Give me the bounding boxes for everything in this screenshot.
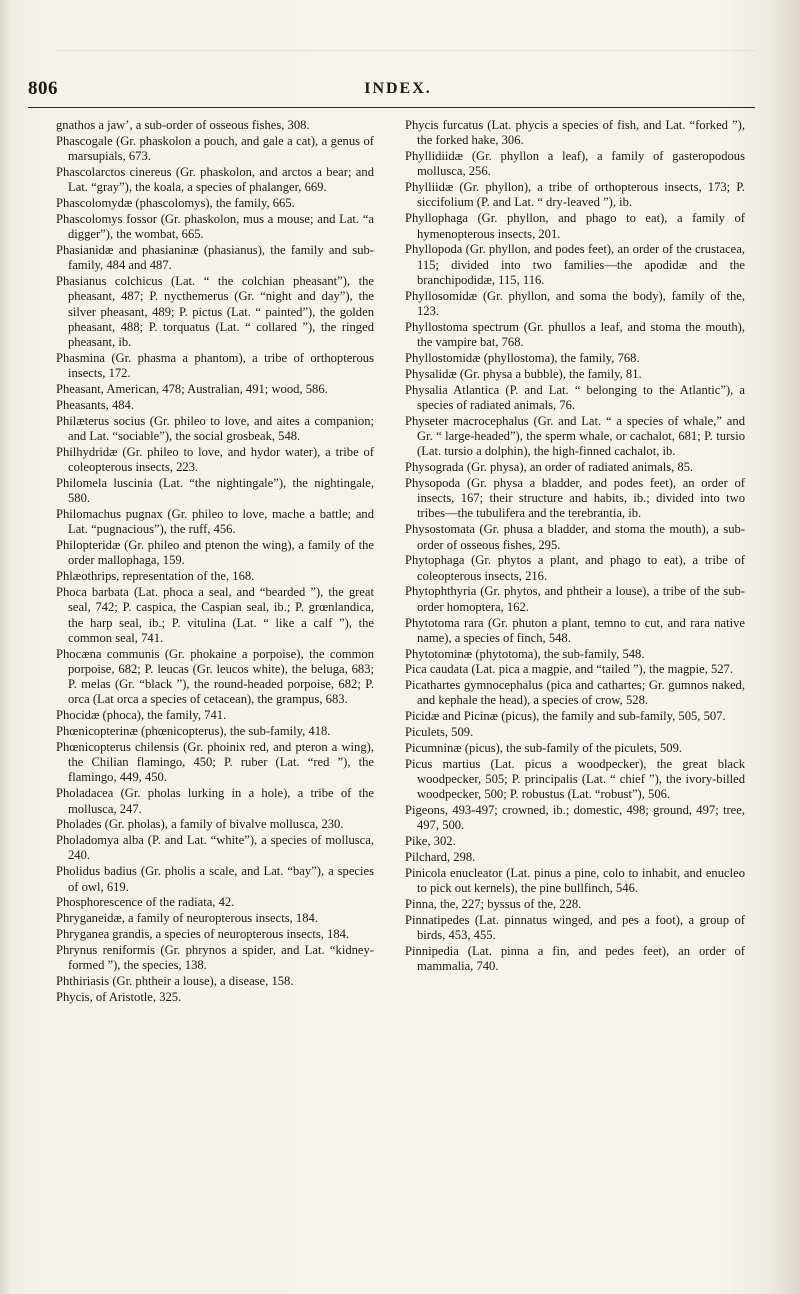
index-entry: Pholidus badius (Gr. pholis a scale, and Lat. “bay”), a species of owl, 619. — [56, 864, 374, 894]
index-entry: Phocidæ (phoca), the family, 741. — [56, 708, 227, 723]
index-entry: Phyllophaga (Gr. phyllon, and phago to eat), a family of hymenopterous insects, 201. — [405, 211, 745, 241]
index-entry: Pholadomya alba (P. and Lat. “white”), a species of mollusca, 240. — [56, 833, 374, 863]
index-entry: Philopteridæ (Gr. phileo and ptenon the wing), a family of the order mallophaga, 159. — [56, 538, 374, 568]
index-entry: Philhydridæ (Gr. phileo to love, and hydor water), a tribe of coleopterous insects, 223. — [56, 444, 374, 475]
index-entry: Piculets, 509. — [405, 725, 474, 740]
index-entry: Phthiriasis (Gr. phtheir a louse), a disease, 158. — [56, 973, 294, 988]
index-entry: Phosphorescence of the radiata, 42. — [56, 895, 235, 910]
index-entry: gnathos a jaw’, a sub-order of osseous fishes, 308. — [56, 118, 310, 132]
page-stain-line — [56, 50, 756, 51]
index-entry: Phœnicopterinæ (phœnicopterus), the sub-family, 418. — [56, 724, 331, 739]
index-entry: Pica caudata (Lat. pica a magpie, and “tailed ”), the magpie, 527. — [405, 662, 733, 677]
index-entry: Phoca barbata (Lat. phoca a seal, and “bearded ”), the great seal, 742; P. caspica, the Caspian seal, ib.; P. grœnlandica, the harp seal, ib.; P. vitulina (Lat. “ like a calf ”), the common seal, 741. — [56, 584, 374, 645]
index-entry: Pinna, the, 227; byssus of the, 228. — [405, 896, 582, 911]
index-entry: Pholades (Gr. pholas), a family of bivalve mollusca, 230. — [56, 817, 344, 832]
index-entry: Physeter macrocephalus (Gr. and Lat. “ a species of whale,” and Gr. “ large-headed”), the sperm whale, or cachalot, 681; P. tursio (Lat. tursio a dolphin), the high-finned cachalot, ib. — [405, 413, 745, 459]
index-entry: Physalidæ (Gr. physa a bubble), the family, 81. — [405, 366, 642, 381]
header-rule — [28, 107, 755, 108]
page-binding-shadow — [770, 0, 800, 1294]
index-entry: Philomela luscinia (Lat. “the nightingale”), the nightingale, 580. — [56, 475, 374, 506]
index-column-right — [405, 118, 745, 975]
index-entry: Pholadacea (Gr. pholas lurking in a hole), a tribe of the mollusca, 247. — [56, 786, 374, 816]
index-entry: Phascolomydæ (phascolomys), the family, 665. — [56, 195, 295, 210]
index-entry: Phryganea grandis, a species of neuropterous insects, 184. — [56, 926, 350, 941]
index-entry: Phycis, of Aristotle, 325. — [56, 989, 182, 1004]
index-entry: Pigeons, 493-497; crowned, ib.; domestic, 498; ground, 497; tree, 497, 500. — [405, 803, 745, 833]
index-entry: Phytotominæ (phytotoma), the sub-family, 548. — [405, 646, 645, 661]
page-header — [28, 78, 768, 100]
index-entry: Pheasants, 484. — [56, 397, 135, 412]
index-entry: Phasianus colchicus (Lat. “ the colchian pheasant”), the pheasant, 487; P. nycthemerus (Gr. “night and day”), the silver pheasant, 489; P. pictus (Lat. “ painted”), the golden pheasant, 488; P. torquatus (Lat. “ collared ”), the ringed pheasant, ib. — [56, 273, 374, 350]
index-entry: Phytotoma rara (Gr. phuton a plant, temno to cut, and rara native name), a species of finch, 548. — [405, 615, 745, 645]
index-entry: Phyllopoda (Gr. phyllon, and podes feet), an order of the crustacea, 115; divided into two families—the apodidæ and the branchipodidæ, 115, 116. — [405, 242, 745, 287]
index-entry: Picidæ and Picinæ (picus), the family and sub-family, 505, 507. — [405, 709, 726, 724]
index-entry: Physopoda (Gr. physa a bladder, and podes feet), an order of insects, 167; their structure and habits, ib.; divided into two tribes—the tubulifera and the terebrantia, ib. — [405, 475, 745, 521]
index-entry: Picathartes gymnocephalus (pica and cathartes; Gr. gumnos naked, and kephale the head), a species of crow, 528. — [405, 678, 745, 708]
index-entry: Phryganeidæ, a family of neuropterous insects, 184. — [56, 911, 318, 926]
index-entry: Phascolarctos cinereus (Gr. phaskolon, and arctos a bear; and Lat. “gray”), the koala, a species of phalanger, 669. — [56, 164, 374, 195]
index-entry: Phasmina (Gr. phasma a phantom), a tribe of orthopterous insects, 172. — [56, 350, 374, 381]
index-entry: Phylliidæ (Gr. phyllon), a tribe of orthopterous insects, 173; P. siccifolium (P. and Lat. “ dry-leaved ”), ib. — [405, 180, 745, 210]
index-entry: Physalia Atlantica (P. and Lat. “ belonging to the Atlantic”), a species of radiated animals, 76. — [405, 382, 745, 412]
index-entry: Pheasant, American, 478; Australian, 491; wood, 586. — [56, 382, 328, 397]
index-entry: Picus martius (Lat. picus a woodpecker), the great black woodpecker, 505; P. principalis (Lat. “ chief ”), the ivory-billed woodpecker, 500; P. robustus (Lat. “robust”), 506. — [405, 756, 745, 802]
index-entry: Phyllostoma spectrum (Gr. phullos a leaf, and stoma the mouth), the vampire bat, 768. — [405, 319, 745, 350]
index-entry: Phœnicopterus chilensis (Gr. phoinix red, and pteron a wing), the Chilian flamingo, 450; P. ruber (Lat. “red ”), the flamingo, 449, 450. — [56, 739, 374, 785]
index-entry: Phycis furcatus (Lat. phycis a species of fish, and Lat. “forked ”), the forked hake, 306. — [405, 118, 745, 148]
index-entry: Phrynus reniformis (Gr. phrynos a spider, and Lat. “kidney-formed ”), the species, 138. — [56, 942, 374, 973]
index-entry: Phyllosomidæ (Gr. phyllon, and soma the body), family of the, 123. — [405, 288, 745, 319]
index-entry: Picumninæ (picus), the sub-family of the piculets, 509. — [405, 740, 683, 755]
index-entry: Phytophthyria (Gr. phytos, and phtheir a louse), a tribe of the sub-order homoptera, 162. — [405, 584, 745, 614]
index-entry: Phocæna communis (Gr. phokaine a porpoise), the common porpoise, 682; P. leucas (Gr. leucos white), the beluga, 683; P. melas (Gr. “black ”), the round-headed porpoise, 682; P. orca (Lat orca a species of cetacean), the grampus, 683. — [56, 646, 374, 707]
page-gutter-edge — [0, 0, 10, 1294]
index-entry: Phytophaga (Gr. phytos a plant, and phago to eat), a tribe of coleopterous insects, 216. — [405, 553, 745, 583]
index-entry: Physostomata (Gr. phusa a bladder, and stoma the mouth), a sub-order of osseous fishes, 295. — [405, 522, 745, 552]
index-entry: Pinicola enucleator (Lat. pinus a pine, colo to inhabit, and enucleo to pick out kernels), the pine bullfinch, 546. — [405, 865, 745, 896]
index-entry: Philæterus socius (Gr. phileo to love, and aites a companion; and Lat. “sociable”), the social grosbeak, 548. — [56, 413, 374, 443]
index-entry: Phlæothrips, representation of the, 168. — [56, 569, 255, 584]
index-entry: Phyllostomidæ (phyllostoma), the family, 768. — [405, 350, 640, 365]
index-entry: Philomachus pugnax (Gr. phileo to love, mache a battle; and Lat. “pugnacious”), the ruff, 456. — [56, 506, 374, 537]
page-title: INDEX. — [364, 80, 432, 97]
index-column-left — [56, 118, 374, 1005]
index-entry: Phascolomys fossor (Gr. phaskolon, mus a mouse; and Lat. “a digger”), the wombat, 665. — [56, 211, 374, 242]
page-number: 806 — [28, 78, 58, 99]
index-entry: Pinnipedia (Lat. pinna a fin, and pedes feet), an order of mammalia, 740. — [405, 943, 745, 974]
index-entry: Pinnatipedes (Lat. pinnatus winged, and pes a foot), a group of birds, 453, 455. — [405, 912, 745, 942]
index-entry: Phascogale (Gr. phaskolon a pouch, and gale a cat), a genus of marsupials, 673. — [56, 133, 374, 164]
index-entry: Pike, 302. — [405, 834, 456, 849]
index-entry: Physograda (Gr. physa), an order of radiated animals, 85. — [405, 460, 694, 475]
index-entry: Phyllidiidæ (Gr. phyllon a leaf), a family of gasteropodous mollusca, 256. — [405, 149, 745, 179]
index-entry: Pilchard, 298. — [405, 849, 476, 864]
index-entry: Phasianidæ and phasianinæ (phasianus), the family and sub-family, 484 and 487. — [56, 242, 374, 273]
